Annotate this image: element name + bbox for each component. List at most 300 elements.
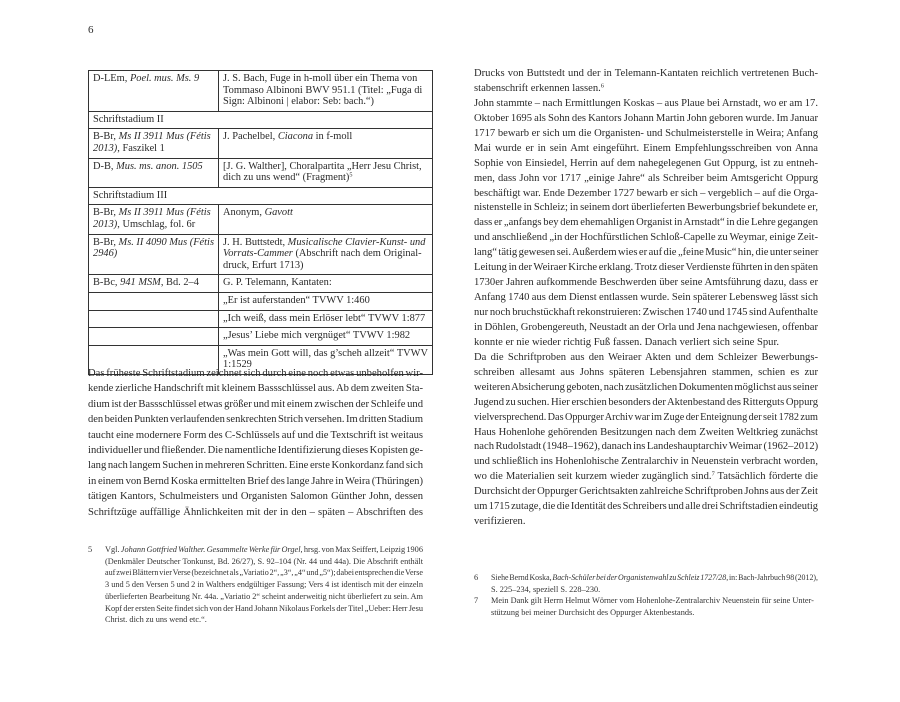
text-line	[491, 607, 818, 619]
line-content	[223, 131, 352, 143]
italic-text: Ms II 3911 Mus (Fétis	[118, 131, 211, 143]
text: , hrsg. von Max Seiffert, Leipzig 1906	[300, 545, 423, 554]
line-content	[474, 67, 818, 82]
line-content	[93, 237, 214, 249]
cell-line	[93, 277, 214, 289]
text: , Bd. 2–4	[160, 277, 199, 289]
line-content	[88, 474, 423, 489]
line-content	[474, 127, 818, 142]
text: und schließlich ins Hohenlohische Zentralarchiv in Neuenstein verbracht worden,	[474, 456, 818, 468]
text-line	[88, 366, 423, 381]
line-content	[474, 321, 818, 336]
cell-line	[223, 330, 428, 342]
table-section-header	[89, 187, 433, 205]
body-text-left	[88, 366, 423, 520]
text: „Was mein Gott will, das g’scheh allzeit“ TVWV	[223, 347, 428, 359]
line-content	[474, 500, 818, 515]
text-line	[474, 366, 818, 381]
line-content	[88, 489, 423, 504]
text: Anonym,	[223, 207, 265, 219]
work-cell	[219, 275, 433, 293]
text: J. H. Buttstedt,	[223, 236, 288, 248]
text: wo die Materialien seit kurzem wieder zugänglich sind.	[474, 471, 712, 483]
line-content	[491, 584, 600, 596]
line-content	[93, 143, 165, 155]
text: Sign: Albinoni | elabor: Seb: bach.“)	[223, 96, 374, 108]
text: D-B,	[93, 160, 117, 172]
text-line	[474, 187, 818, 202]
work-cell	[219, 234, 433, 275]
text: , Faszikel 1	[117, 142, 165, 154]
line-content	[474, 381, 818, 396]
text: Drucks von Buttstedt und der in Telemann-Kantaten reichlich vertretenen Buch-	[474, 68, 818, 79]
text: konnte er nie wieder richtig Fuß fassen. Danach verliert sich seine Spur.	[474, 336, 780, 348]
text-line	[474, 426, 818, 441]
text-line	[88, 443, 423, 458]
work-cell	[219, 328, 433, 346]
line-content	[105, 591, 423, 603]
text-line	[88, 474, 423, 489]
text-line	[474, 440, 818, 455]
line-content	[223, 313, 425, 325]
footnote-text	[491, 595, 818, 618]
text-line	[491, 595, 818, 607]
text-line	[474, 97, 818, 112]
italic-text: 2946)	[93, 248, 118, 260]
text: vielversprechend. Das Oppurger Archiv war im Zuge der Enteignung der seit 1782 zum	[474, 411, 818, 423]
line-content	[223, 348, 428, 360]
text: [J. G. Walther], Choralpartita „Herr Jesu Christ,	[223, 160, 422, 172]
text-line	[88, 505, 423, 520]
text-line	[88, 458, 423, 473]
text: stabenschrift erkennen lassen.	[474, 82, 601, 94]
cell-line	[93, 219, 214, 231]
line-content	[93, 277, 199, 289]
text-line	[88, 412, 423, 427]
italic-text: Ms. II 4090 Mus (Fétis	[118, 236, 214, 248]
text-line	[474, 112, 818, 127]
footnote-number: 6	[474, 573, 479, 582]
text: verifizieren.	[474, 516, 526, 528]
body-text-right	[474, 67, 818, 530]
line-content	[105, 614, 207, 626]
text: 1730er Jahren aufkommende Beschwerden über seine Amtsführung dazu, dass er	[474, 277, 818, 289]
text-line	[105, 591, 423, 603]
cell-line	[93, 131, 214, 143]
line-content	[93, 190, 167, 202]
source-cell	[89, 129, 219, 158]
line-content	[105, 603, 423, 615]
text: nistenstelle in Schleiz; in seinem dort überlieferten Bewerbungsbrief bekundete er,	[474, 202, 818, 214]
text-line	[474, 351, 818, 366]
text: , Umschlag, fol. 6r	[117, 218, 196, 230]
source-cell	[89, 187, 433, 205]
footnote-ref[interactable]: 6	[600, 82, 604, 90]
text: Durchsicht der Oppurger Gerichtsakten zahlreiche Schriftproben Johns aus der Zeit	[474, 486, 818, 498]
text: dass er „anfangs bey dem ehemahligen Organist in Arnstadt“ in die Lehre gegangen	[474, 217, 818, 229]
footnote-text	[105, 544, 423, 626]
text-line	[474, 336, 818, 351]
text: Anfang 1740 aus dem Dienst entlassen wurde. Sein späterer Lebensweg lässt sich	[474, 292, 818, 304]
text-line	[474, 411, 818, 426]
text: Mai wurde er in sein Amt eingeführt. Einem Empfehlungsschreiben von Anna	[474, 142, 818, 154]
line-content	[474, 231, 818, 246]
footnotes-right	[474, 572, 818, 619]
text-line	[474, 306, 818, 321]
line-content	[474, 455, 818, 470]
line-content	[474, 276, 818, 291]
text-line	[474, 485, 818, 500]
text-line	[474, 396, 818, 411]
line-content	[105, 544, 423, 556]
text: Tommaso Albinoni BWV 951.1 (Titel: „Fuga di	[223, 84, 423, 96]
text: Haus Hohenlohe gehörenden Besitzungen nach dem Zweiten Weltkrieg zunächst	[474, 426, 818, 438]
text: B-Bc,	[93, 277, 121, 289]
line-content	[223, 330, 410, 342]
footnote	[88, 544, 423, 626]
table-section-header	[89, 111, 433, 129]
italic-text: Ms II 3911 Mus (Fétis	[118, 207, 211, 219]
text: Vgl.	[105, 545, 121, 554]
text: beschäftigt war. Ende Dezember 1727 bewarb er sich – vergeblich – auf die Orga-	[474, 187, 818, 199]
paragraph	[474, 97, 818, 351]
text: 3 und 5 den Versen 5 und 2 in Walthers endgültiger Fassung; Vers 4 ist identisch mit der einzeln	[105, 580, 423, 590]
text-line	[474, 381, 818, 396]
text: nur noch bruchstückhaft rekonstruieren: Zwischen 1740 und 1745 sind Aufenthalte	[474, 307, 818, 318]
italic-text: 941 MSM	[120, 277, 161, 289]
line-content	[93, 131, 211, 143]
footnote-ref[interactable]: 5	[349, 171, 353, 179]
text: dich zu uns wend“ (Fragment)	[223, 172, 350, 184]
line-content	[474, 142, 818, 157]
text: men, dass John vor 1717 „einige Jahre“ als Schreiber beim Amtsgericht Oppurg	[474, 172, 818, 184]
table-row	[89, 292, 433, 310]
text: Sophie von Einsiedel, Herrin auf dem nahegelegenen Gut Oppurg, ist zu entneh-	[474, 157, 818, 169]
text-line	[474, 157, 818, 172]
text-line	[105, 556, 423, 568]
line-content	[474, 426, 818, 441]
italic-text: Bach-Schüler bei der Organistenwahl zu Schleiz 1727/28	[552, 573, 727, 582]
line-content	[474, 97, 818, 112]
text: Das früheste Schriftstadium zeichnet sich durch eine noch etwas unbeholfen wir-	[88, 368, 423, 379]
text-line	[474, 216, 818, 231]
line-content	[474, 336, 779, 351]
cell-line	[223, 313, 428, 325]
text-line	[105, 579, 423, 591]
line-content	[223, 73, 417, 85]
italic-text: Musicalische Clavier-Kunst- und	[287, 236, 426, 248]
text: stützung bei meiner Durchsicht des Oppurger Aktenbestands.	[491, 608, 695, 618]
line-content	[474, 366, 818, 381]
source-cell	[89, 158, 219, 187]
source-cell	[89, 328, 219, 346]
work-cell	[219, 292, 433, 310]
line-content	[474, 261, 818, 276]
text: lang nach langem Suchen in mehreren Schritten. Eine erste Konkordanz fand sich	[88, 460, 423, 472]
text: 1717 bewarb er sich um die Organisten- und Schulmeisterstelle in Weira; Anfang	[474, 127, 818, 139]
text: tätigen Kantors, Schulmeisters und Organisten Salomon Günther John, dessen	[88, 491, 423, 503]
text-line	[474, 276, 818, 291]
footnotes-left	[88, 544, 423, 626]
line-content	[93, 73, 199, 85]
text: 1:1529	[223, 359, 252, 371]
text: D-LEm,	[93, 73, 130, 84]
italic-text: Gavott	[264, 207, 293, 219]
cell-line	[223, 161, 428, 173]
text-line	[491, 584, 818, 596]
line-content	[491, 595, 814, 607]
text-line	[474, 515, 818, 530]
cell-line	[223, 260, 428, 272]
text-line	[474, 455, 818, 470]
table-row	[89, 71, 433, 112]
text: in Döhlen, Grobengereuth, Neustadt an der Orla und Jena nachgewiesen, offenbar	[474, 321, 818, 333]
line-content	[93, 114, 164, 126]
text-line	[474, 291, 818, 306]
text: John stammte – nach Ermittlungen Koskas – aus Plaue bei Arnstadt, wo er am 17.	[474, 97, 818, 109]
table-row	[89, 158, 433, 187]
text: und anschließend „in der Hochfürstlichen Schloß-Capelle zu Weymar, einige Zeit-	[474, 232, 818, 244]
line-content	[105, 579, 423, 591]
line-content	[88, 458, 423, 473]
source-cell	[89, 205, 219, 234]
italic-text: Poel. mus. Ms. 9	[129, 73, 200, 84]
line-content	[88, 443, 423, 458]
text: nach Rudolstadt (1948–1962), danach ins Landeshauptarchiv Weimar (1962–2012)	[474, 441, 819, 453]
text: B-Br,	[93, 236, 119, 248]
text-line	[474, 470, 818, 485]
text-line	[474, 500, 818, 515]
page-number: 6	[88, 24, 94, 36]
work-cell	[219, 129, 433, 158]
line-content	[474, 291, 818, 306]
cell-line	[223, 73, 428, 85]
text: (Abschrift nach dem Original-	[292, 248, 422, 260]
text: G. P. Telemann, Kantaten:	[223, 277, 332, 289]
line-content	[474, 485, 818, 500]
text: Kopf der ersten Seite findet sich von der Hand Johann Nikolaus Forkels der Titel „Ueber: Herr Jesu	[105, 603, 423, 613]
text: taucht eine modernere Form des C-Schlüssels auf und die Textschrift ist weitaus	[88, 429, 423, 441]
manuscript-table	[88, 70, 433, 375]
line-content	[474, 306, 818, 321]
line-content	[223, 277, 332, 289]
table-row	[89, 129, 433, 158]
text: individueller und fließender. Die namentliche Identifizierung dieses Kopisten ge-	[88, 445, 423, 457]
text: um 1715 zutage, die die Identität des Schreibers und alle drei Schriftstadien eindeutig	[474, 501, 818, 513]
text: schreiben allesamt aus Johns späteren Lebensjahren stammen, schien es zur	[474, 366, 818, 378]
text-line	[88, 397, 423, 412]
line-content	[88, 366, 423, 381]
text: kende zierliche Handschrift mit kleinem Bassschlüssel aus. Ab dem zweiten Sta-	[88, 383, 423, 395]
cell-line	[93, 161, 214, 173]
line-content	[223, 295, 370, 307]
line-content	[93, 248, 117, 260]
text-line	[474, 142, 818, 157]
text: Mein Dank gilt Herrn Helmut Wörner vom Hohenlohe-Zentralarchiv Neuenstein für seine Unter-	[491, 596, 814, 606]
line-content	[93, 207, 211, 219]
line-content	[474, 187, 818, 202]
footnote	[474, 572, 818, 595]
text: Oktober 1695 als Sohn des Kantors Johann Martin John geboren wurde. Im Januar	[474, 112, 818, 124]
italic-text: Johann Gottfried Walther. Gesammelte Werke für Orgel	[120, 545, 301, 554]
work-cell	[219, 310, 433, 328]
cell-line	[223, 131, 428, 143]
text: auf zwei Blättern vier Verse (bezeichnet als „Variatio 2“, „3“, „4“ und „5“); dabei entsprechen die Verse	[105, 568, 423, 578]
text: den beiden Punkten verlaufenden senkrechten Strich versehen. Im dritten Stadium	[88, 414, 423, 426]
text-line	[474, 261, 818, 276]
text: Tatsächlich förderte die	[714, 471, 819, 483]
source-cell	[89, 310, 219, 328]
line-content	[474, 515, 525, 530]
text: Schriftzüge auffällige Ähnlichkeiten mit der in den – späten – Abschriften des	[88, 506, 423, 518]
text: , in: Bach-Jahrbuch 98 (2012),	[726, 573, 818, 582]
table-row	[89, 234, 433, 275]
cell-line	[223, 237, 428, 249]
source-cell	[89, 234, 219, 275]
cell-line	[223, 172, 428, 184]
line-content	[474, 396, 818, 411]
footnote-number: 7	[474, 596, 479, 606]
line-content	[223, 207, 293, 219]
text: „Er ist auferstanden“ TVWV 1:460	[223, 294, 370, 306]
text-line	[491, 572, 818, 584]
line-content	[474, 112, 818, 127]
table-row	[89, 275, 433, 293]
text: in einem von Bernd Koska ermittelten Brief des lange Jahre in Weira (Thüringen)	[88, 475, 423, 487]
cell-line	[93, 190, 428, 202]
cell-line	[93, 237, 214, 249]
text: J. S. Bach, Fuge in h-moll über ein Thema von	[223, 73, 418, 84]
line-content	[223, 237, 425, 249]
italic-text: Mus. ms. anon. 1505	[116, 160, 203, 172]
footnote-number: 5	[88, 545, 93, 554]
footnote	[474, 595, 818, 618]
text: Leitung in der Weiraer Kirche erklang. Trotz dieser Verdienste führten in den späten	[474, 262, 818, 274]
text-line	[105, 544, 423, 556]
cell-line	[223, 207, 428, 219]
line-content	[88, 412, 423, 427]
table-row	[89, 310, 433, 328]
text: Schriftstadium II	[93, 113, 164, 125]
line-content	[474, 246, 818, 261]
line-content	[474, 172, 818, 187]
text-line	[474, 201, 818, 216]
footnote-ref[interactable]: 7	[711, 470, 715, 478]
text: J. Pachelbel,	[223, 131, 278, 143]
text-line	[474, 82, 818, 97]
text: B-Br,	[93, 131, 119, 143]
text: überlieferten Bearbeitung Nr. 44a. „Variatio 2“ scheint anderweitig nicht überliefert zu sein. Am	[105, 591, 423, 601]
text: Da die Schriftproben aus den Weiraer Akten und dem Schleizer Bewerbungs-	[474, 351, 818, 363]
paragraph	[474, 67, 818, 97]
text: druck, Erfurt 1713)	[223, 259, 304, 271]
text: (Denkmäler Deutscher Tonkunst, Bd. 26/27), S. 92–104 (Nr. 44 und 44a). Die Abschrift enthält	[105, 556, 423, 566]
text: weiteren Absicherung geboten, nach zusätzlichen Dokumenten möglichst aus seiner	[474, 381, 818, 393]
text-line	[88, 489, 423, 504]
text-line	[474, 172, 818, 187]
line-content	[474, 157, 818, 172]
text: Siehe Bernd Koska,	[491, 573, 553, 582]
line-content	[474, 201, 818, 216]
line-content	[223, 248, 422, 260]
text-line	[474, 246, 818, 261]
line-content	[474, 216, 818, 231]
source-cell	[89, 71, 219, 112]
cell-line	[223, 96, 428, 108]
line-content	[93, 219, 195, 231]
line-content	[223, 96, 374, 108]
text-line	[474, 321, 818, 336]
italic-text: 2013)	[93, 218, 118, 230]
line-content	[474, 82, 604, 97]
text-line	[88, 381, 423, 396]
text-line	[88, 428, 423, 443]
line-content	[105, 567, 423, 579]
cell-line	[93, 73, 214, 85]
cell-line	[223, 277, 428, 289]
cell-line	[93, 207, 214, 219]
table-row	[89, 328, 433, 346]
text-line	[474, 231, 818, 246]
work-cell	[219, 205, 433, 234]
cell-line	[93, 114, 428, 126]
text: dium ist der Bassschlüssel etwas größer und mit einem zwischen der Schleife und	[88, 398, 423, 410]
text-line	[105, 603, 423, 615]
work-cell	[219, 158, 433, 187]
line-content	[491, 607, 694, 619]
text-line	[474, 127, 818, 142]
table-row	[89, 205, 433, 234]
cell-line	[223, 348, 428, 360]
cell-line	[223, 248, 428, 260]
paragraph	[88, 366, 423, 520]
line-content	[88, 428, 423, 443]
cell-line	[223, 85, 428, 97]
text-line	[105, 567, 423, 579]
line-content	[105, 556, 423, 568]
italic-text: Vorrats-Cammer	[223, 248, 293, 260]
line-content	[474, 470, 818, 485]
line-content	[474, 351, 818, 366]
text: Christ. dich zu uns wend etc.“.	[105, 615, 207, 625]
text: lang“ tätig gewesen sei. Außerdem wies er auf die „feine Music“ hin, die unter seiner	[474, 247, 819, 259]
line-content	[93, 161, 203, 173]
text: „Ich weiß, dass mein Erlöser lebt“ TVWV 1:877	[223, 312, 426, 324]
cell-line	[93, 143, 214, 155]
line-content	[223, 260, 304, 272]
footnote-text	[491, 572, 818, 595]
cell-line	[93, 248, 214, 260]
cell-line	[223, 295, 428, 307]
text: S. 225–234, speziell S. 228–230.	[491, 584, 601, 594]
text-line	[105, 614, 423, 626]
work-cell	[219, 71, 433, 112]
line-content	[474, 440, 818, 455]
text: Schriftstadium III	[93, 189, 168, 201]
line-content	[474, 411, 818, 426]
paragraph	[474, 351, 818, 530]
text-line	[474, 67, 818, 82]
line-content	[223, 161, 422, 173]
line-content	[491, 572, 818, 584]
line-content	[88, 397, 423, 412]
text: B-Br,	[93, 207, 119, 219]
italic-text: Ciacona	[277, 131, 314, 143]
line-content	[223, 172, 353, 184]
line-content	[88, 381, 423, 396]
source-cell	[89, 275, 219, 293]
text: in f-moll	[313, 131, 353, 143]
